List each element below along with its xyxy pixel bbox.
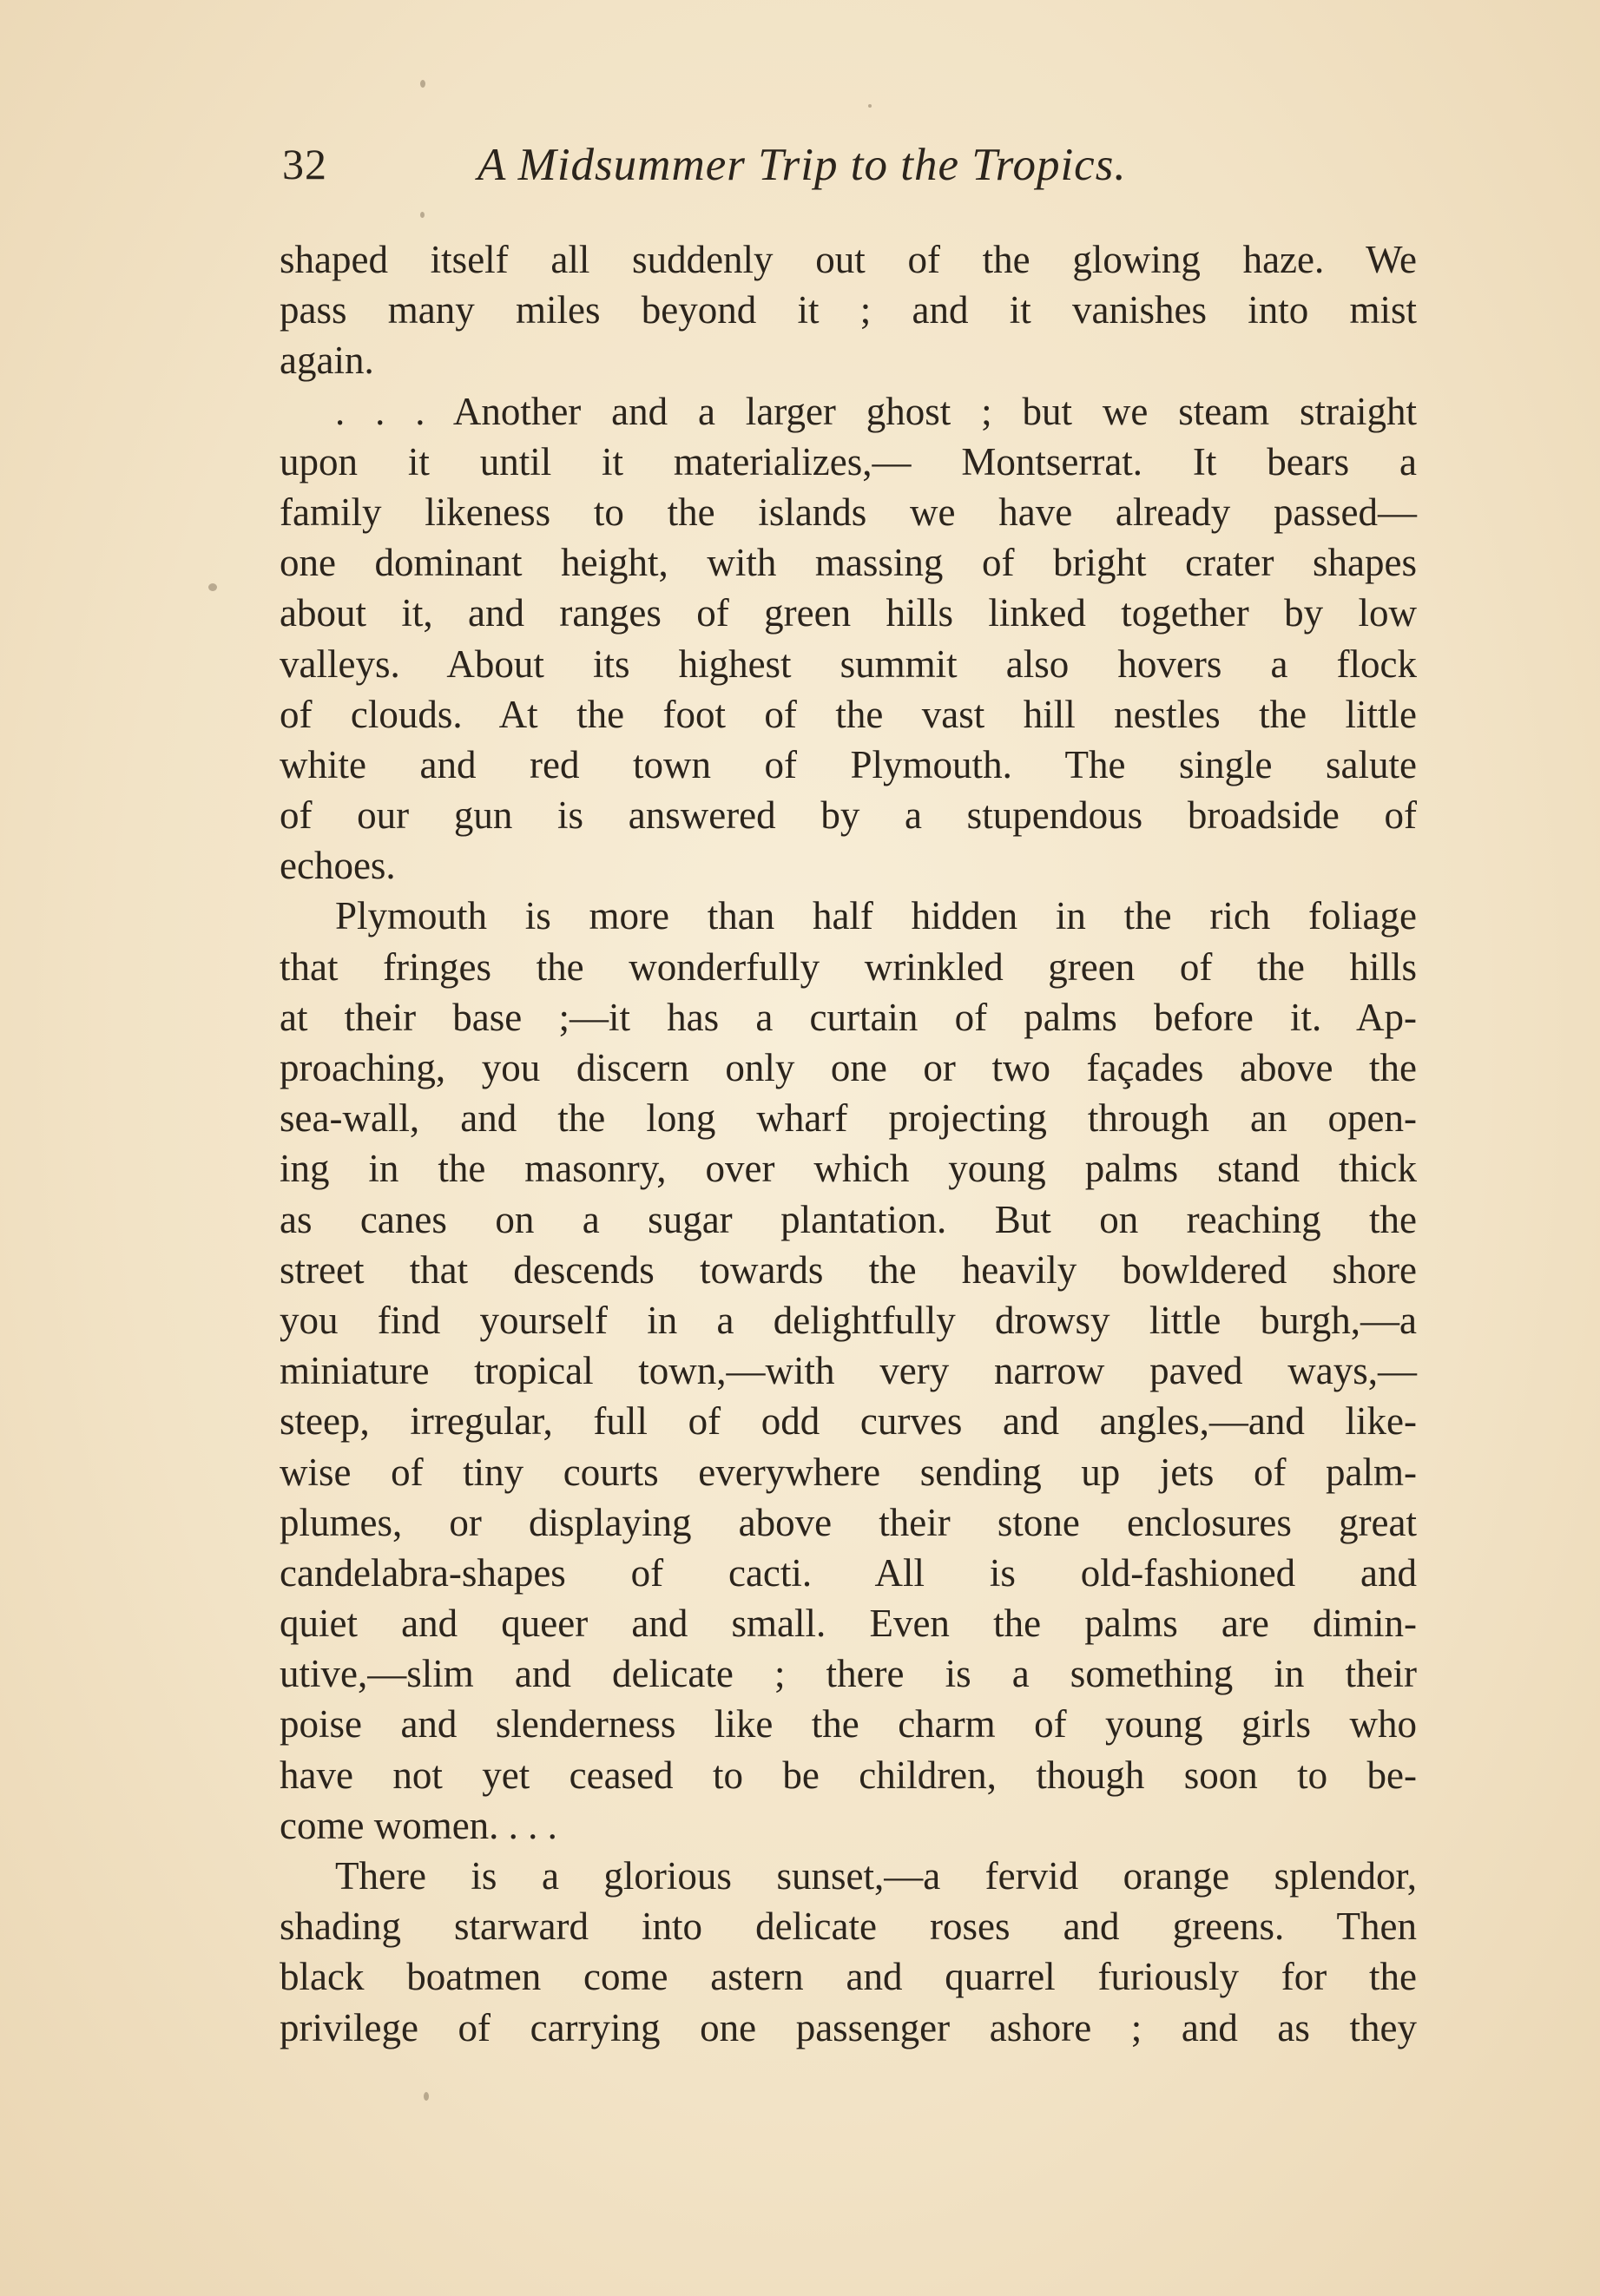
text-line: one dominant height, with massing of bright crater shapes	[280, 541, 1417, 585]
text-line: quiet and queer and small. Even the palms are dimin-	[280, 1602, 1417, 1646]
text-line: miniature tropical town,—with very narrow paved ways,—	[280, 1349, 1417, 1393]
text-line: valleys. About its highest summit also hovers a flock	[280, 641, 1417, 686]
text-line: at their base ;—it has a curtain of palms before it. Ap-	[280, 995, 1417, 1039]
text-line: privilege of carrying one passenger ashore ; and as they	[280, 2005, 1417, 2049]
text-line: ing in the masonry, over which young palms stand thick	[280, 1147, 1417, 1191]
text-line: black boatmen come astern and quarrel furiously for the	[280, 1955, 1417, 1999]
text-line: shaped itself all suddenly out of the glowing haze. We	[280, 238, 1417, 281]
text-line: shading starward into delicate roses and greens. Then	[280, 1905, 1417, 1949]
text-line: candelabra-shapes of cacti. All is old-fashioned and	[280, 1550, 1417, 1595]
text-line: wise of tiny courts everywhere sending up jets of palm-	[280, 1450, 1417, 1494]
text-line: come women. . . .	[280, 1803, 557, 1847]
text-line: proaching, you discern only one or two façades above the	[280, 1046, 1417, 1089]
text-line: There is a glorious sunset,—a fervid orange splendor,	[335, 1854, 1417, 1898]
text-line: of our gun is answered by a stupendous broadside of	[280, 793, 1417, 838]
paper-speck	[420, 212, 425, 218]
running-title: A Midsummer Trip to the Tropics.	[477, 140, 1127, 190]
text-line: have not yet ceased to be children, though soon to be-	[280, 1753, 1417, 1797]
body-text	[280, 234, 1417, 2053]
text-line: white and red town of Plymouth. The single salute	[280, 742, 1417, 786]
text-line: as canes on a sugar plantation. But on reaching the	[280, 1197, 1417, 1241]
text-line: echoes.	[280, 844, 396, 888]
paper-speck	[420, 80, 425, 88]
text-line: utive,—slim and delicate ; there is a something in their	[280, 1652, 1417, 1696]
page-number: 32	[282, 140, 327, 188]
text-line: of clouds. At the foot of the vast hill nestles the little	[280, 692, 1417, 736]
text-line: . . . Another and a larger ghost ; but we steam straight	[335, 389, 1417, 433]
text-line: steep, irregular, full of odd curves and angles,—and like-	[280, 1399, 1417, 1444]
text-line: upon it until it materializes,— Montserrat. It bears a	[280, 439, 1417, 484]
paper-speck	[208, 583, 217, 591]
text-line: about it, and ranges of green hills linked together by low	[280, 591, 1417, 635]
text-line: family likeness to the islands we have already passed—	[280, 490, 1417, 534]
paper-speck	[868, 104, 872, 108]
text-line: poise and slenderness like the charm of young girls who	[280, 1702, 1417, 1747]
text-line: that fringes the wonderfully wrinkled green of the hills	[280, 944, 1417, 989]
paper-speck	[424, 2092, 429, 2101]
text-line: you find yourself in a delightfully drowsy little burgh,—a	[280, 1298, 1417, 1342]
page-header	[282, 139, 1424, 208]
text-line: again.	[280, 339, 374, 383]
text-line: Plymouth is more than half hidden in the rich foliage	[335, 894, 1417, 938]
text-line: street that descends towards the heavily bowldered shore	[280, 1247, 1417, 1292]
text-line: plumes, or displaying above their stone enclosures great	[280, 1500, 1417, 1544]
text-line: pass many miles beyond it ; and it vanishes into mist	[280, 288, 1417, 332]
text-line: sea-wall, and the long wharf projecting through an open-	[280, 1096, 1417, 1141]
